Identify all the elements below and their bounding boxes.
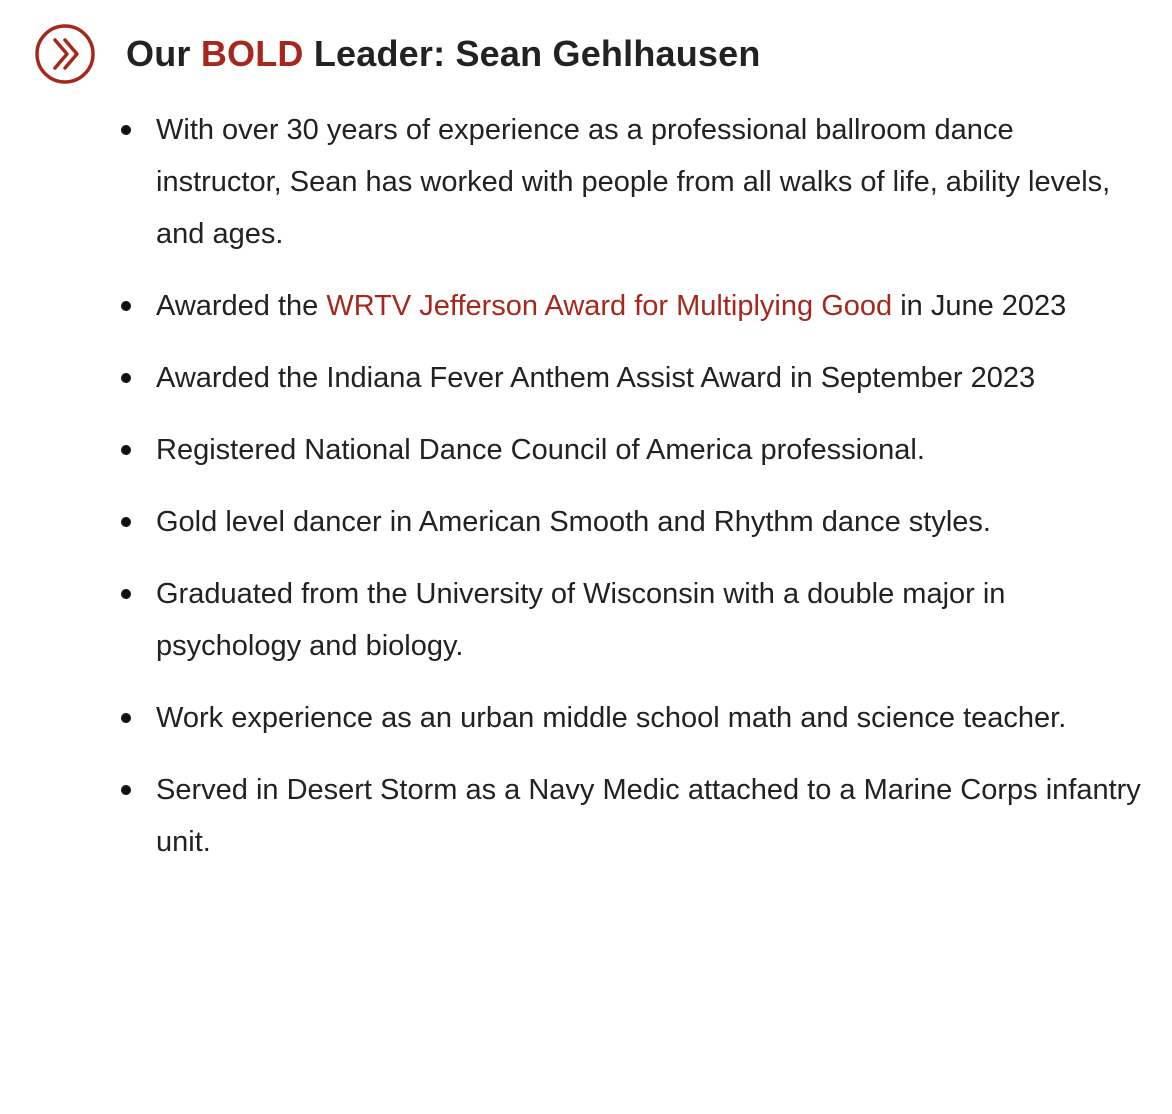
wrtv-jefferson-award-link[interactable]: WRTV Jefferson Award for Multiplying Good xyxy=(326,290,893,322)
leader-bullet-list xyxy=(156,104,1141,888)
bullet-item-gold-level: Gold level dancer in American Smooth and Rhythm dance styles. xyxy=(156,496,1141,548)
bullet-text-after-link: in June 2023 xyxy=(900,290,1067,322)
bullet-item-teaching: Work experience as an urban middle school math and science teacher. xyxy=(156,692,1141,744)
title-prefix: Our xyxy=(126,33,191,74)
bullet-item-ndca-professional: Registered National Dance Council of America professional. xyxy=(156,424,1141,476)
page-title xyxy=(126,33,761,74)
bullet-item-experience: With over 30 years of experience as a professional ballroom dance instructor, Sean has worked with people from all walks of life, ability levels, and ages. xyxy=(156,104,1141,260)
bullet-item-military-service: Served in Desert Storm as a Navy Medic attached to a Marine Corps infantry unit. xyxy=(156,764,1141,868)
title-accent: BOLD xyxy=(200,33,304,74)
bullet-item-fever-award: Awarded the Indiana Fever Anthem Assist Award in September 2023 xyxy=(156,352,1141,404)
double-chevron-right-circle-icon xyxy=(34,23,96,85)
bullet-text-before-link: Awarded the xyxy=(156,290,319,322)
bullet-item-education: Graduated from the University of Wisconsin with a double major in psychology and biology. xyxy=(156,568,1141,672)
section-heading xyxy=(34,22,761,86)
bullet-item-wrtv-award xyxy=(156,280,1141,332)
title-suffix: Leader: Sean Gehlhausen xyxy=(313,33,761,74)
